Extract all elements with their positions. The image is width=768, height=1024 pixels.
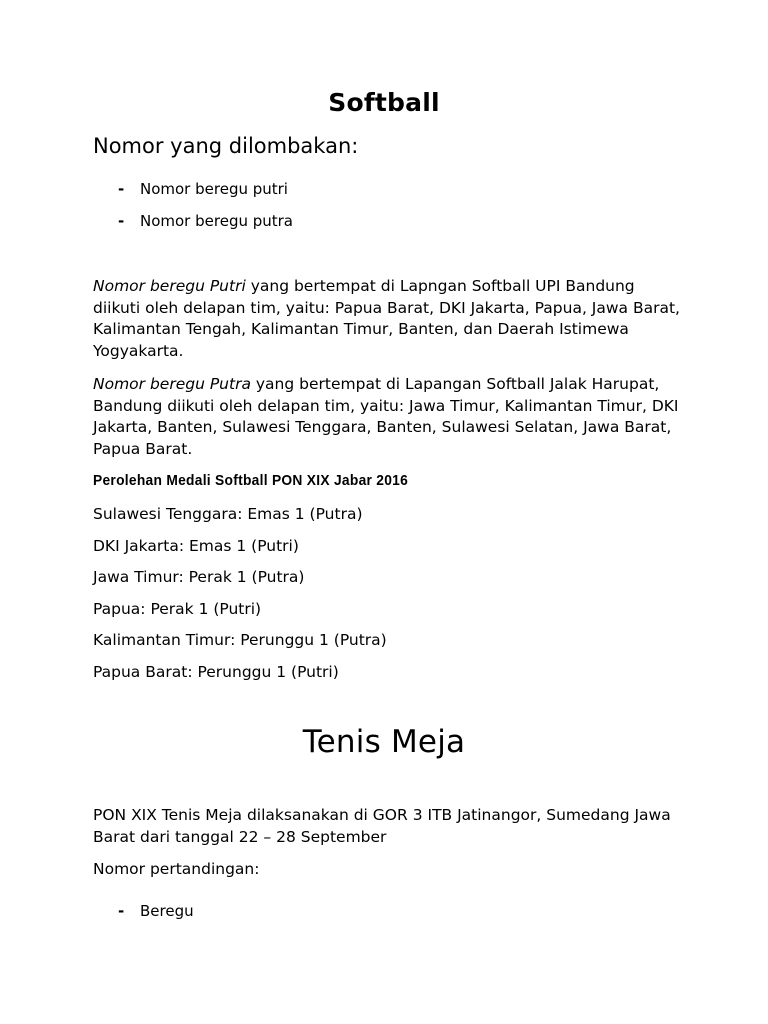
- bullet-dash: -: [118, 212, 125, 230]
- putri-label: Nomor beregu Putri: [93, 277, 246, 295]
- list-item: [118, 180, 288, 198]
- putra-text: yang bertempat di Lapangan Softball Jalak Harupat, Bandung diikuti oleh delapan tim, yaitu: Jawa Timur, Kalimantan Timur, DKI Jakarta, Banten, Sulawesi Tenggara, Banten, Sulawesi Selatan, Jawa Barat, Papua Barat.: [93, 375, 679, 458]
- list-item: [118, 902, 194, 920]
- list-item-text: Beregu: [140, 902, 194, 920]
- medal-line: Papua: Perak 1 (Putri): [93, 600, 262, 618]
- tenis-meja-title: Tenis Meja: [302, 724, 466, 760]
- softball-putri-paragraph: [93, 276, 683, 362]
- softball-title: Softball: [328, 88, 440, 117]
- list-item: [118, 212, 293, 230]
- medal-line: Papua Barat: Perunggu 1 (Putri): [93, 663, 339, 681]
- putri-text: yang bertempat di Lapngan Softball UPI Bandung diikuti oleh delapan tim, yaitu: Papua Barat, DKI Jakarta, Papua, Jawa Barat, Kalimantan Tengah, Kalimantan Timur, Banten, dan Daerah Istimewa Yogyakarta.: [93, 277, 680, 360]
- list-item-text: Nomor beregu putri: [140, 180, 288, 198]
- medal-line: Jawa Timur: Perak 1 (Putra): [93, 568, 305, 586]
- bullet-dash: -: [118, 902, 125, 920]
- medal-line: Sulawesi Tenggara: Emas 1 (Putra): [93, 505, 363, 523]
- medal-line: Kalimantan Timur: Perunggu 1 (Putra): [93, 631, 387, 649]
- medal-line: DKI Jakarta: Emas 1 (Putri): [93, 537, 299, 555]
- putra-label: Nomor beregu Putra: [93, 375, 251, 393]
- softball-events-heading: Nomor yang dilombakan:: [93, 134, 359, 158]
- softball-putra-paragraph: [93, 374, 683, 460]
- medal-table-title: Perolehan Medali Softball PON XIX Jabar 2016: [93, 472, 409, 489]
- bullet-dash: -: [118, 180, 125, 198]
- list-item-text: Nomor beregu putra: [140, 212, 294, 230]
- tenis-meja-intro: PON XIX Tenis Meja dilaksanakan di GOR 3 ITB Jatinangor, Sumedang Jawa Barat dari tanggal 22 – 28 September: [93, 806, 671, 846]
- tenis-meja-events-heading: Nomor pertandingan:: [93, 860, 260, 878]
